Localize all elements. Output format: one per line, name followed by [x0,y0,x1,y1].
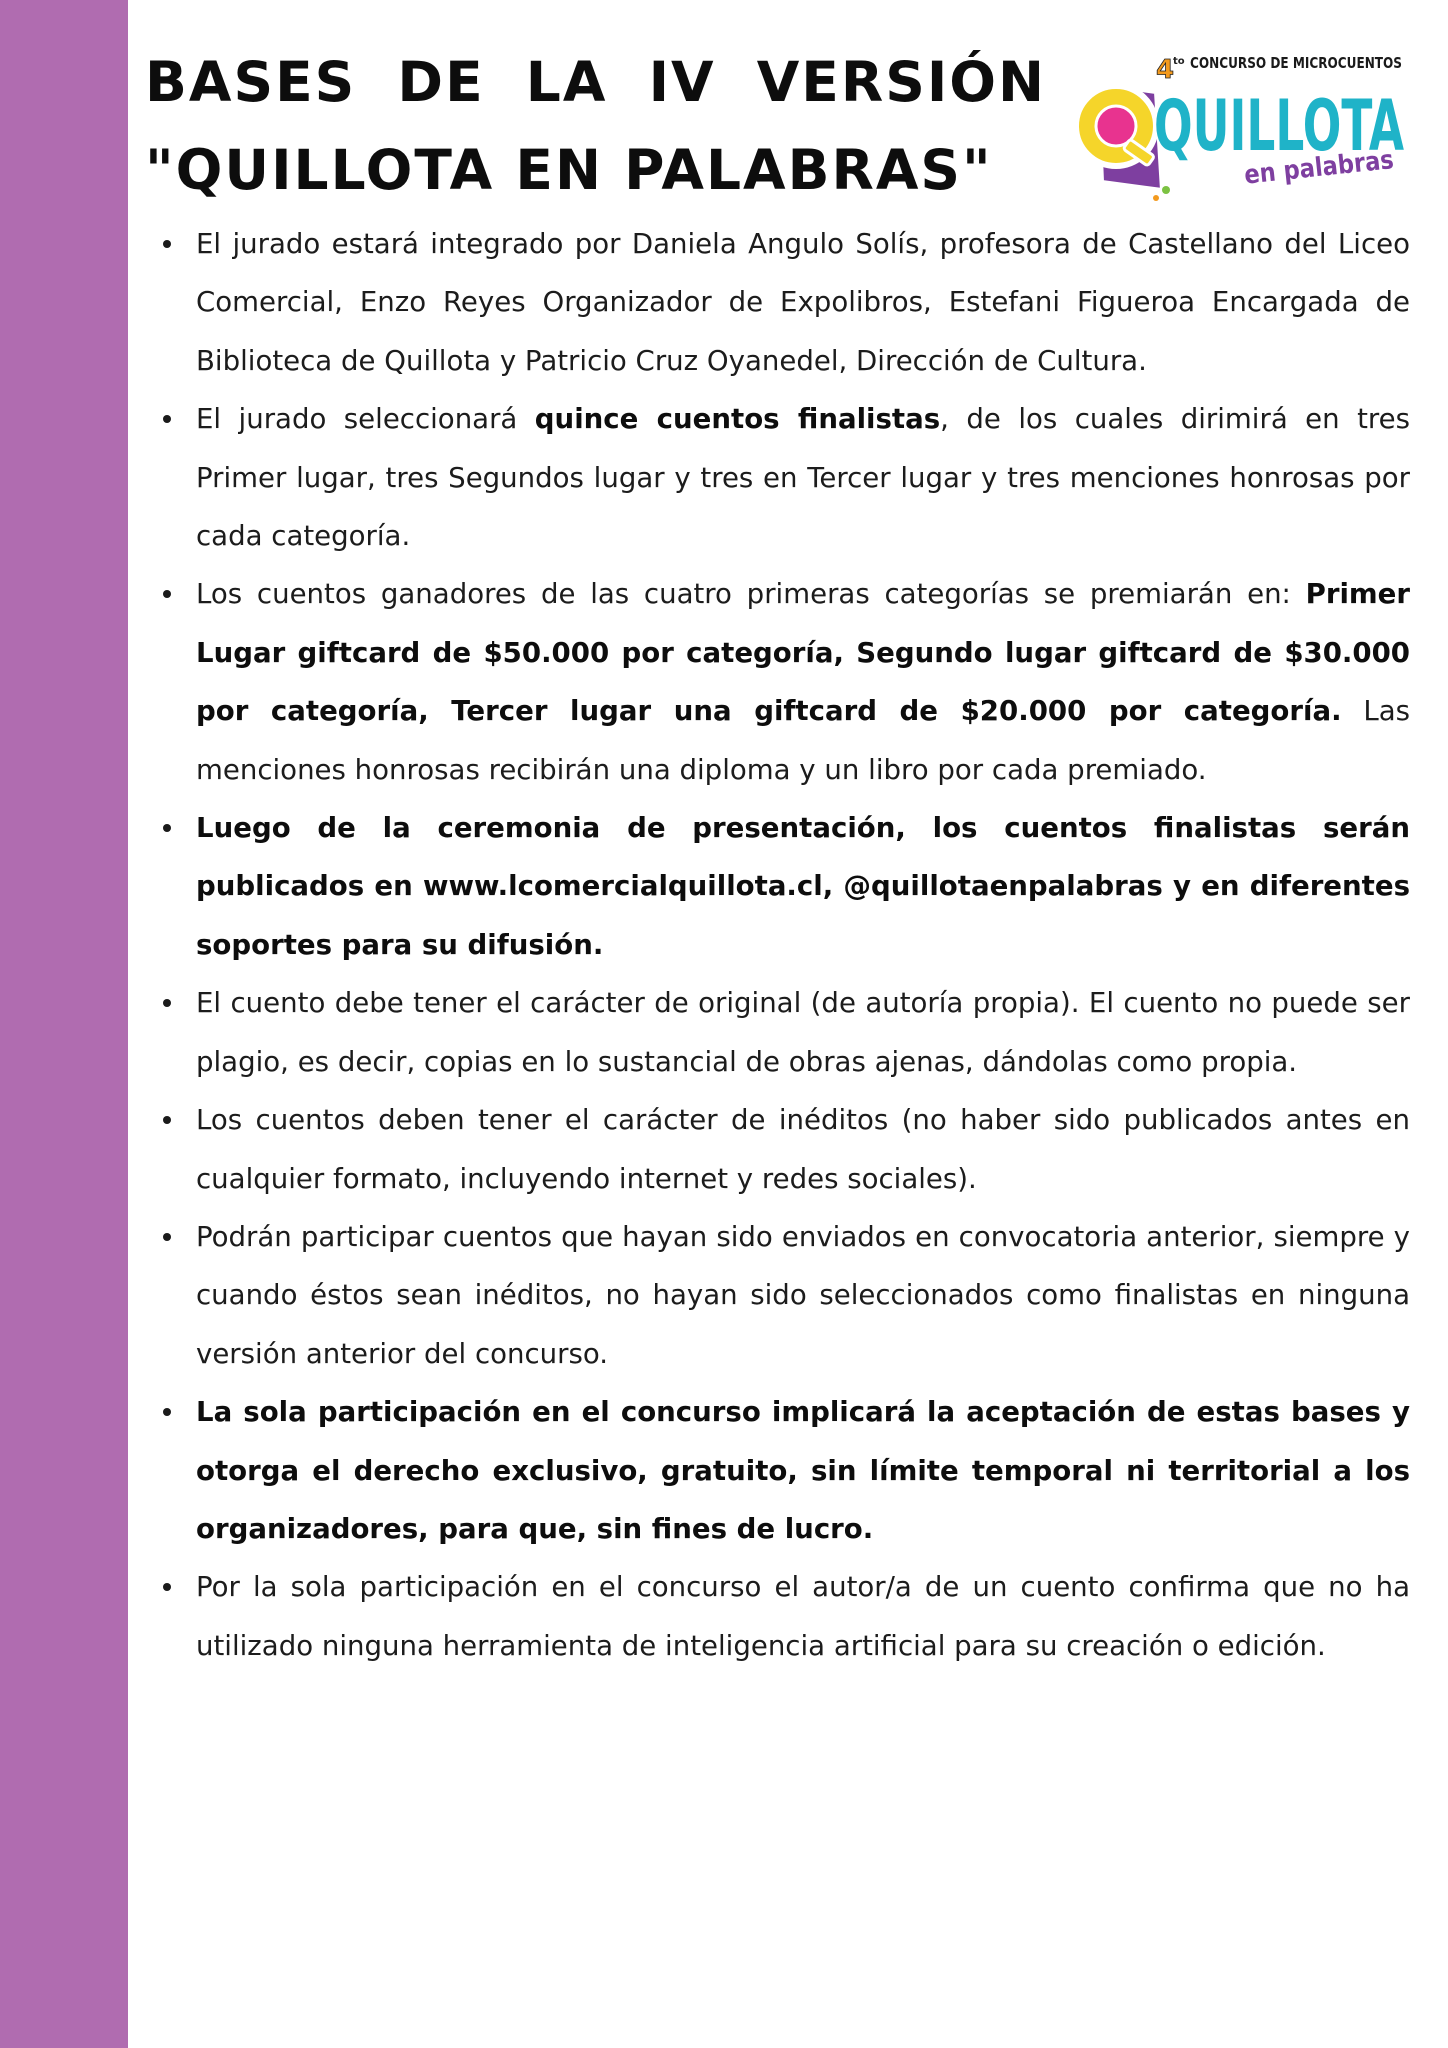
base-text: , de los cuales dirimirá en tres Primer lugar, tres Segundos lugar y tres en Tercer lugar y tres menciones honrosas por cada categoría. [196,402,1411,553]
base-item-ineditos [160,1091,1410,1208]
base-item-seleccion [160,390,1410,565]
title-line-2: "QUILLOTA EN PALABRAS" [145,138,993,202]
bases-list [160,215,1410,1675]
base-text-bold: Primer Lugar giftcard de $50.000 por categoría, Segundo lugar giftcard de $30.000 por categoría, Tercer lugar una giftcard de $20.000 por categoría. [196,577,1410,728]
title-line-1: BASES DE LA IV VERSIÓN [145,50,1047,114]
base-item-premios [160,565,1410,799]
logo-top-text: CONCURSO DE MICROCUENTOS [1190,54,1402,72]
logo-dot [1153,195,1159,201]
base-text-bold: La sola participación en el concurso implicará la aceptación de estas bases y otorga el derecho exclusivo, gratuito, sin límite temporal ni territorial a los organizadores, para que, sin fines de lucro. [196,1395,1410,1545]
base-item-original [160,974,1410,1091]
base-text: Los cuentos deben tener el carácter de inéditos (no haber sido publicados antes en cualquier formato, incluyendo internet y redes sociales). [196,1103,1410,1195]
base-item-ia [160,1558,1410,1675]
quillota-logo [1058,40,1418,204]
logo-edition-number: 4 [1156,55,1175,85]
logo-dot [1162,186,1170,194]
side-color-bar [0,0,128,2048]
page-title [145,38,1045,214]
base-text: Podrán participar cuentos que hayan sido enviados en convocatoria anterior, siempre y cuando éstos sean inéditos, no hayan sido seleccionados como finalistas en ninguna versión anterior del concurso. [196,1219,1410,1370]
base-text: El jurado estará integrado por Daniela Angulo Solís, profesora de Castellano del Liceo Comercial, Enzo Reyes Organizador de Expolibros, Estefani Figueroa Encargada de Biblioteca de Quillota y Patricio Cruz Oyanedel, Dirección de Cultura. [196,227,1410,377]
base-text: Los cuentos ganadores de las cuatro primeras categorías se premiarán en: [196,577,1306,611]
logo-edition-suffix: to [1173,56,1185,67]
base-item-aceptacion [160,1383,1410,1558]
base-text-bold: Luego de la ceremonia de presentación, los cuentos finalistas serán publicados en www.lcomercialquillota.cl, @quillotaenpalabras y en diferentes soportes para su difusión. [196,811,1410,961]
base-item-publicacion [160,799,1410,974]
base-text: Las menciones honrosas recibirán una diploma y un libro por cada premiado. [196,694,1410,786]
base-text: El jurado seleccionará [196,402,535,436]
logo-sub-text: en palabras [1242,142,1418,191]
base-item-convocatoria [160,1208,1410,1383]
logo-q-letter [1076,86,1156,166]
base-text: El cuento debe tener el carácter de original (de autoría propia). El cuento no puede ser plagio, es decir, copias en lo sustancial de obras ajenas, dándolas como propia. [196,986,1410,1078]
logo-main-text: QUILLOTA [1154,85,1404,167]
base-text: Por la sola participación en el concurso el autor/a de un cuento confirma que no ha utilizado ninguna herramienta de inteligencia artificial para su creación o edición. [196,1570,1410,1662]
base-text-bold: quince cuentos finalistas [534,402,941,436]
base-item-jurado [160,215,1410,390]
